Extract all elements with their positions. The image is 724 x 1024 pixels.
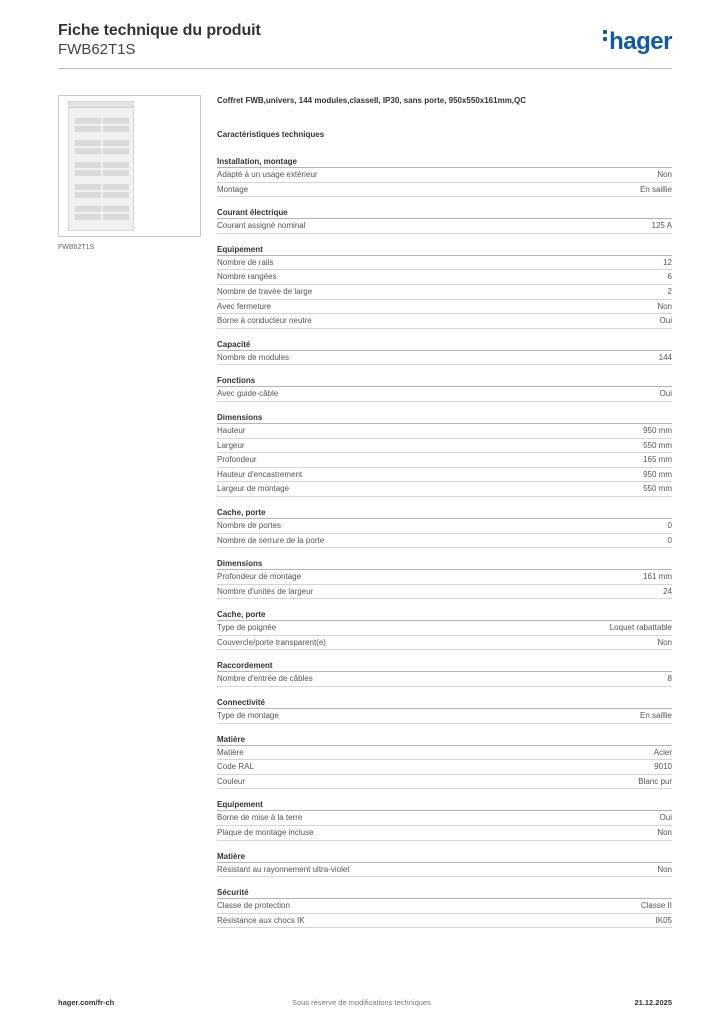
spec-group [217, 339, 672, 366]
spec-row [217, 453, 672, 468]
spec-row [217, 811, 672, 826]
spec-group [217, 156, 672, 197]
spec-row [217, 285, 672, 300]
spec-groups [217, 156, 672, 928]
spec-label: Résistance aux chocs IK [217, 915, 305, 925]
spec-value: 125 A [651, 221, 672, 231]
spec-value: Oui [659, 316, 672, 326]
spec-value: Classe II [640, 901, 672, 911]
spec-value: Oui [659, 813, 672, 823]
spec-label: Couleur [217, 776, 246, 786]
spec-row [217, 468, 672, 483]
spec-value: 24 [663, 586, 672, 596]
spec-group [217, 851, 672, 878]
spec-label: Type de montage [217, 711, 279, 721]
spec-row [217, 219, 672, 234]
spec-label: Nombre d'unités de largeur [217, 586, 314, 596]
spec-row [217, 300, 672, 315]
spec-value: 950 mm [643, 425, 672, 435]
spec-row [217, 424, 672, 439]
spec-group [217, 558, 672, 599]
spec-group [217, 207, 672, 234]
spec-group-title: Matière [217, 851, 672, 863]
spec-value: Acier [653, 747, 672, 757]
spec-label: Nombre de travée de large [217, 286, 313, 296]
spec-row [217, 534, 672, 549]
spec-value: 6 [667, 272, 672, 282]
spec-group-title: Installation, montage [217, 156, 672, 168]
spec-group [217, 734, 672, 790]
product-description: Coffret FWB,univers, 144 modules,classeII, IP30, sans porte, 950x550x161mm,QC [217, 96, 527, 105]
spec-group [217, 507, 672, 548]
spec-label: Nombre de rails [217, 257, 274, 267]
spec-value: Non [657, 301, 672, 311]
spec-group-title: Connectivité [217, 697, 672, 709]
spec-group-title: Dimensions [217, 558, 672, 570]
cabinet-illustration-icon [68, 101, 134, 231]
logo-dots-icon [603, 30, 608, 44]
spec-row [217, 826, 672, 841]
spec-row [217, 760, 672, 775]
spec-value: Non [657, 828, 672, 838]
spec-row [217, 314, 672, 329]
spec-value: 0 [667, 535, 672, 545]
spec-row [217, 914, 672, 929]
spec-value: 0 [667, 520, 672, 530]
spec-label: Nombre de serrure de la porte [217, 535, 325, 545]
spec-row [217, 709, 672, 724]
spec-label: Nombre de modules [217, 352, 290, 362]
spec-row [217, 256, 672, 271]
spec-label: Avec guide-câble [217, 389, 279, 399]
spec-value: Non [657, 170, 672, 179]
spec-group [217, 412, 672, 497]
spec-label: Type de poignée [217, 623, 277, 633]
spec-group-title: Cache, porte [217, 507, 672, 519]
spec-value: En saillie [639, 184, 672, 194]
spec-row [217, 863, 672, 878]
spec-group-title: Courant électrique [217, 207, 672, 219]
spec-row [217, 570, 672, 585]
spec-group-title: Equipement [217, 244, 672, 256]
document-title: Fiche technique du produit [58, 22, 261, 39]
spec-group [217, 609, 672, 650]
spec-value: 550 mm [643, 484, 672, 494]
spec-label: Montage [217, 184, 249, 194]
spec-row [217, 621, 672, 636]
spec-value: 950 mm [643, 469, 672, 479]
spec-content [217, 96, 672, 938]
spec-row [217, 899, 672, 914]
spec-value: 144 [658, 352, 672, 362]
spec-group-title: Cache, porte [217, 609, 672, 621]
spec-row [217, 387, 672, 402]
spec-label: Profondeur [217, 455, 257, 465]
spec-value: Blanc pur [638, 776, 672, 786]
spec-row [217, 585, 672, 600]
logo-text: hager [609, 28, 672, 55]
spec-row [217, 672, 672, 687]
spec-label: Largeur de montage [217, 484, 290, 494]
spec-label: Adapté à un usage extérieur [217, 170, 318, 179]
spec-label: Borne de mise à la terre [217, 813, 303, 823]
hager-logo [603, 28, 672, 56]
spec-value: IK05 [655, 915, 672, 925]
section-title: Caractéristiques techniques [217, 130, 325, 139]
spec-label: Couvercle/porte transparent(e) [217, 637, 326, 647]
spec-group-title: Capacité [217, 339, 672, 351]
spec-label: Nombre d'entrée de câbles [217, 674, 313, 684]
spec-label: Résistant au rayonnement ultra-violet [217, 864, 350, 874]
spec-row [217, 482, 672, 497]
spec-label: Matière [217, 747, 244, 757]
spec-value: 12 [663, 257, 672, 267]
spec-group [217, 887, 672, 928]
spec-label: Code RAL [217, 762, 254, 772]
spec-label: Avec fermeture [217, 301, 272, 311]
spec-group [217, 697, 672, 724]
spec-value: 161 mm [643, 572, 672, 582]
spec-row [217, 183, 672, 198]
spec-value: Loquet rabattable [609, 623, 672, 633]
spec-label: Courant assigné nominal [217, 221, 306, 231]
spec-label: Hauteur d'encastrement [217, 469, 303, 479]
spec-value: Non [657, 864, 672, 874]
page-header [58, 22, 672, 70]
spec-row [217, 746, 672, 761]
spec-group-title: Matière [217, 734, 672, 746]
spec-value: 2 [667, 286, 672, 296]
spec-group [217, 660, 672, 687]
spec-label: Plaque de montage incluse [217, 828, 314, 838]
spec-group-title: Raccordement [217, 660, 672, 672]
spec-row [217, 439, 672, 454]
spec-label: Classe de protection [217, 901, 290, 911]
spec-group [217, 375, 672, 402]
spec-value: 9010 [654, 762, 672, 772]
footer-note: Sous réserve de modifications techniques [292, 998, 431, 1007]
spec-value: Non [657, 637, 672, 647]
product-reference: FWB62T1S [58, 41, 136, 58]
spec-label: Hauteur [217, 425, 246, 435]
spec-row [217, 168, 672, 183]
spec-label: Borne à conducteur neutre [217, 316, 312, 326]
spec-label: Nombre de portes [217, 520, 282, 530]
spec-row [217, 636, 672, 651]
product-image [58, 95, 201, 237]
spec-value: Oui [659, 389, 672, 399]
spec-value: 8 [667, 674, 672, 684]
spec-group [217, 244, 672, 329]
spec-value: 165 mm [643, 455, 672, 465]
spec-row [217, 519, 672, 534]
spec-label: Nombre rangées [217, 272, 277, 282]
header-divider [58, 68, 672, 69]
spec-value: 550 mm [643, 440, 672, 450]
spec-row [217, 270, 672, 285]
spec-value: En saillie [639, 711, 672, 721]
spec-group-title: Dimensions [217, 412, 672, 424]
spec-row [217, 775, 672, 790]
spec-row [217, 351, 672, 366]
spec-label: Largeur [217, 440, 245, 450]
spec-group-title: Fonctions [217, 375, 672, 387]
footer-date: 21.12.2025 [634, 998, 672, 1007]
spec-group-title: Equipement [217, 799, 672, 811]
spec-group-title: Sécurité [217, 887, 672, 899]
spec-label: Profondeur de montage [217, 572, 302, 582]
footer-url-link[interactable]: hager.com/fr-ch [58, 998, 115, 1007]
product-image-caption: FWB62T1S [58, 244, 95, 251]
spec-group [217, 799, 672, 840]
